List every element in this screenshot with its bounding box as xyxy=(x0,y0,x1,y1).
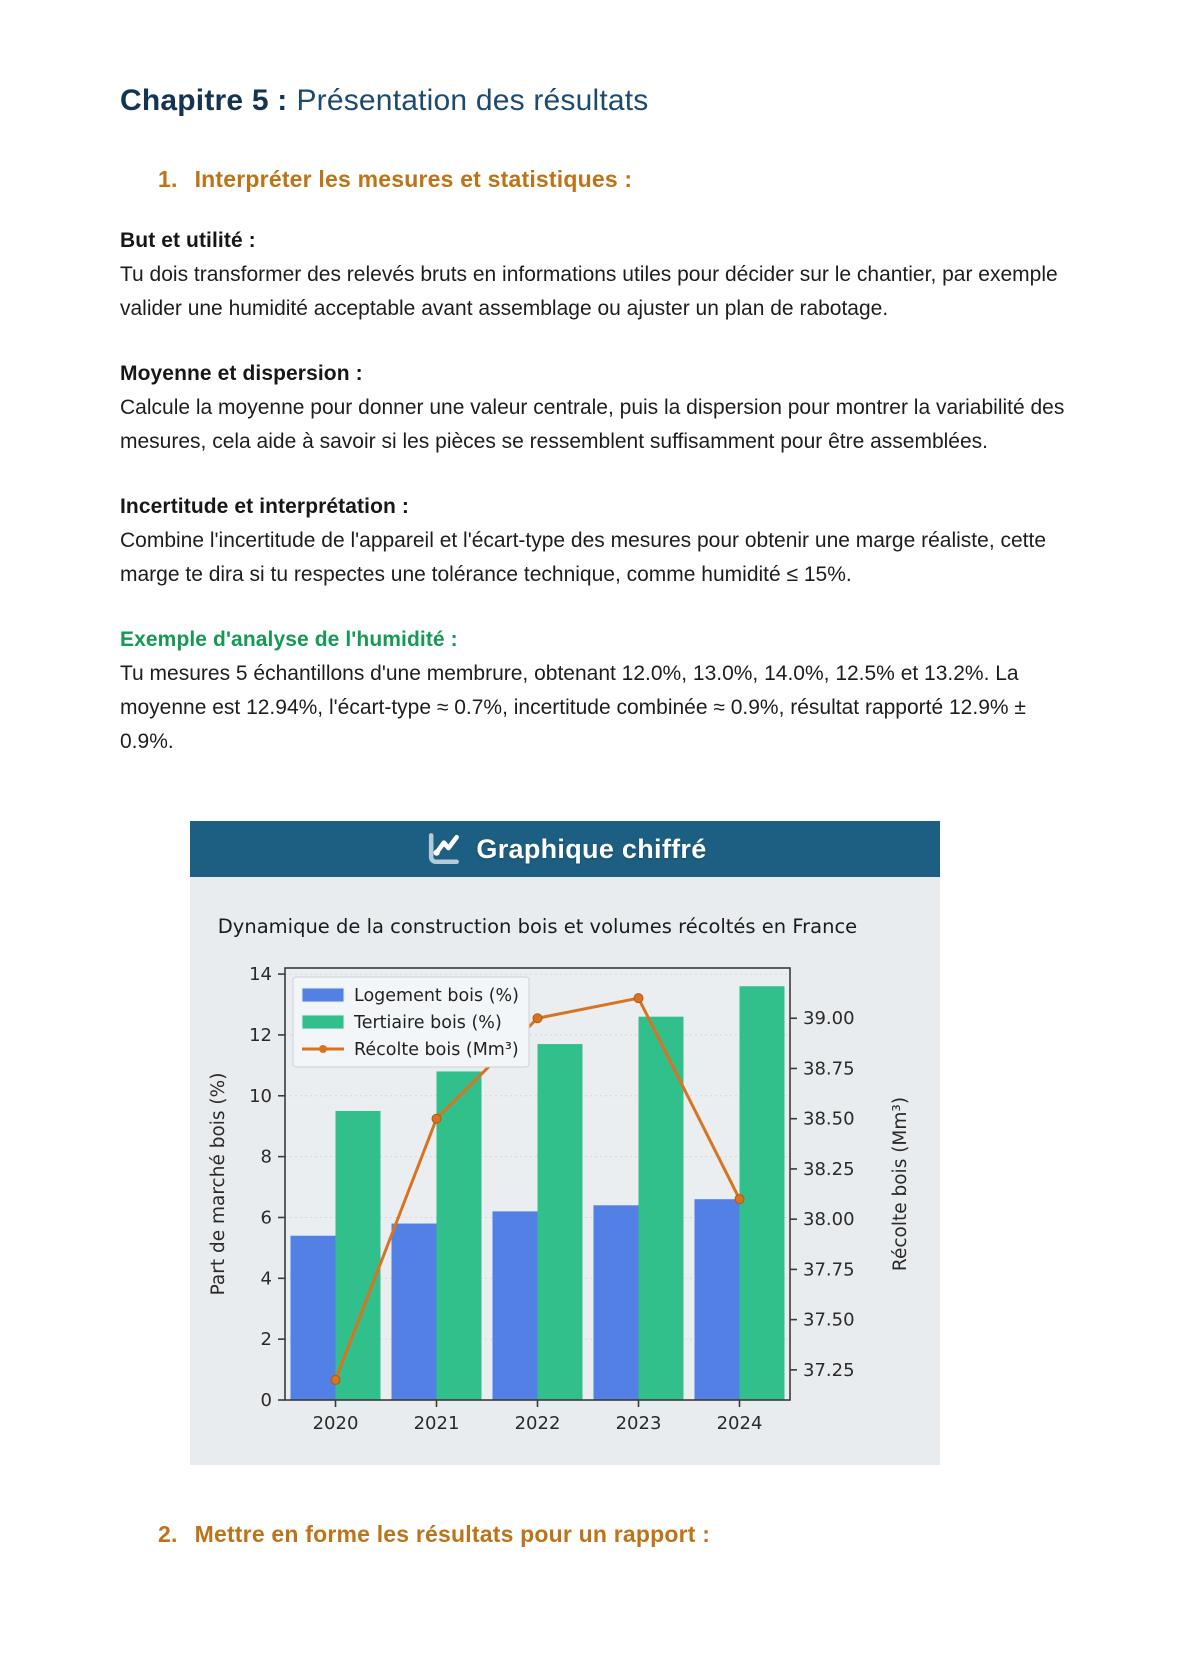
chart-body xyxy=(190,877,940,1465)
svg-text:0: 0 xyxy=(260,1390,272,1411)
chapter-name: Présentation des résultats xyxy=(296,84,649,117)
svg-text:37.25: 37.25 xyxy=(803,1359,855,1381)
chart-card xyxy=(190,821,940,1465)
svg-text:2024: 2024 xyxy=(716,1413,763,1434)
svg-text:4: 4 xyxy=(260,1268,272,1290)
svg-text:37.50: 37.50 xyxy=(803,1309,855,1331)
svg-text:Récolte bois (Mm³): Récolte bois (Mm³) xyxy=(890,1096,911,1272)
section-2-number: 2. xyxy=(158,1521,178,1547)
chart-banner xyxy=(190,821,940,877)
svg-text:14: 14 xyxy=(249,964,272,986)
svg-text:2021: 2021 xyxy=(413,1413,460,1434)
block-but-utilite xyxy=(120,229,1080,326)
svg-text:2023: 2023 xyxy=(615,1413,662,1434)
section-1-heading xyxy=(158,166,1080,193)
svg-text:10: 10 xyxy=(249,1085,272,1107)
block-body: Tu dois transformer des relevés bruts en informations utiles pour décider sur le chantier, par exemple valider une humidité acceptable avant assemblage ou ajuster un plan de rabotage. xyxy=(120,263,1058,320)
svg-text:39.00: 39.00 xyxy=(803,1008,855,1030)
svg-text:Récolte bois (Mm³): Récolte bois (Mm³) xyxy=(354,1040,519,1060)
svg-text:Part de marché bois (%): Part de marché bois (%) xyxy=(208,1072,229,1296)
section-2-title: Mettre en forme les résultats pour un rapport : xyxy=(194,1521,711,1547)
svg-text:2022: 2022 xyxy=(514,1413,561,1434)
block-heading: But et utilité : xyxy=(120,229,256,252)
svg-text:38.75: 38.75 xyxy=(803,1058,855,1080)
line-chart-icon xyxy=(423,829,463,869)
block-incertitude-interpretation xyxy=(120,495,1080,592)
svg-text:2020: 2020 xyxy=(312,1413,359,1434)
block-heading: Incertitude et interprétation : xyxy=(120,495,409,518)
svg-text:2: 2 xyxy=(260,1329,272,1351)
block-body: Combine l'incertitude de l'appareil et l'écart-type des mesures pour obtenir une marge réaliste, cette marge te dira si tu respectes une tolérance technique, comme humidité ≤ 15%. xyxy=(120,529,1047,586)
svg-text:38.25: 38.25 xyxy=(803,1158,855,1180)
wood-construction-chart xyxy=(190,893,940,1453)
block-body: Tu mesures 5 échantillons d'une membrure, obtenant 12.0%, 13.0%, 14.0%, 12.5% et 13.2%. La moyenne est 12.94%, l'écart-type ≈ 0.7%, incertitude combinée ≈ 0.9%, résultat rapporté 12.9% ± 0.9%. xyxy=(120,662,1026,753)
svg-text:Dynamique de la construction b: Dynamique de la construction bois et volumes récoltés en France xyxy=(217,915,858,938)
section-1-number: 1. xyxy=(158,166,178,192)
section-1-title: Interpréter les mesures et statistiques : xyxy=(194,166,633,192)
svg-text:38.50: 38.50 xyxy=(803,1108,855,1130)
block-moyenne-dispersion xyxy=(120,362,1080,459)
section-2-heading xyxy=(158,1521,1080,1548)
block-heading: Moyenne et dispersion : xyxy=(120,362,363,385)
chart-banner-title: Graphique chiffré xyxy=(476,833,707,864)
block-exemple-humidite xyxy=(120,628,1080,759)
svg-text:38.00: 38.00 xyxy=(803,1209,855,1231)
svg-text:Tertiaire bois (%): Tertiaire bois (%) xyxy=(354,1013,502,1033)
block-heading: Exemple d'analyse de l'humidité : xyxy=(120,628,458,651)
svg-text:8: 8 xyxy=(260,1146,272,1168)
chapter-label: Chapitre 5 : xyxy=(120,84,288,117)
block-body: Calcule la moyenne pour donner une valeur centrale, puis la dispersion pour montrer la variabilité des mesures, cela aide à savoir si les pièces se ressemblent suffisamment pour être assemblées. xyxy=(120,396,1065,453)
svg-text:12: 12 xyxy=(249,1024,272,1046)
page-title xyxy=(120,84,1080,118)
svg-text:Logement bois (%): Logement bois (%) xyxy=(354,986,519,1006)
svg-text:6: 6 xyxy=(260,1207,272,1229)
svg-text:37.75: 37.75 xyxy=(803,1259,855,1281)
